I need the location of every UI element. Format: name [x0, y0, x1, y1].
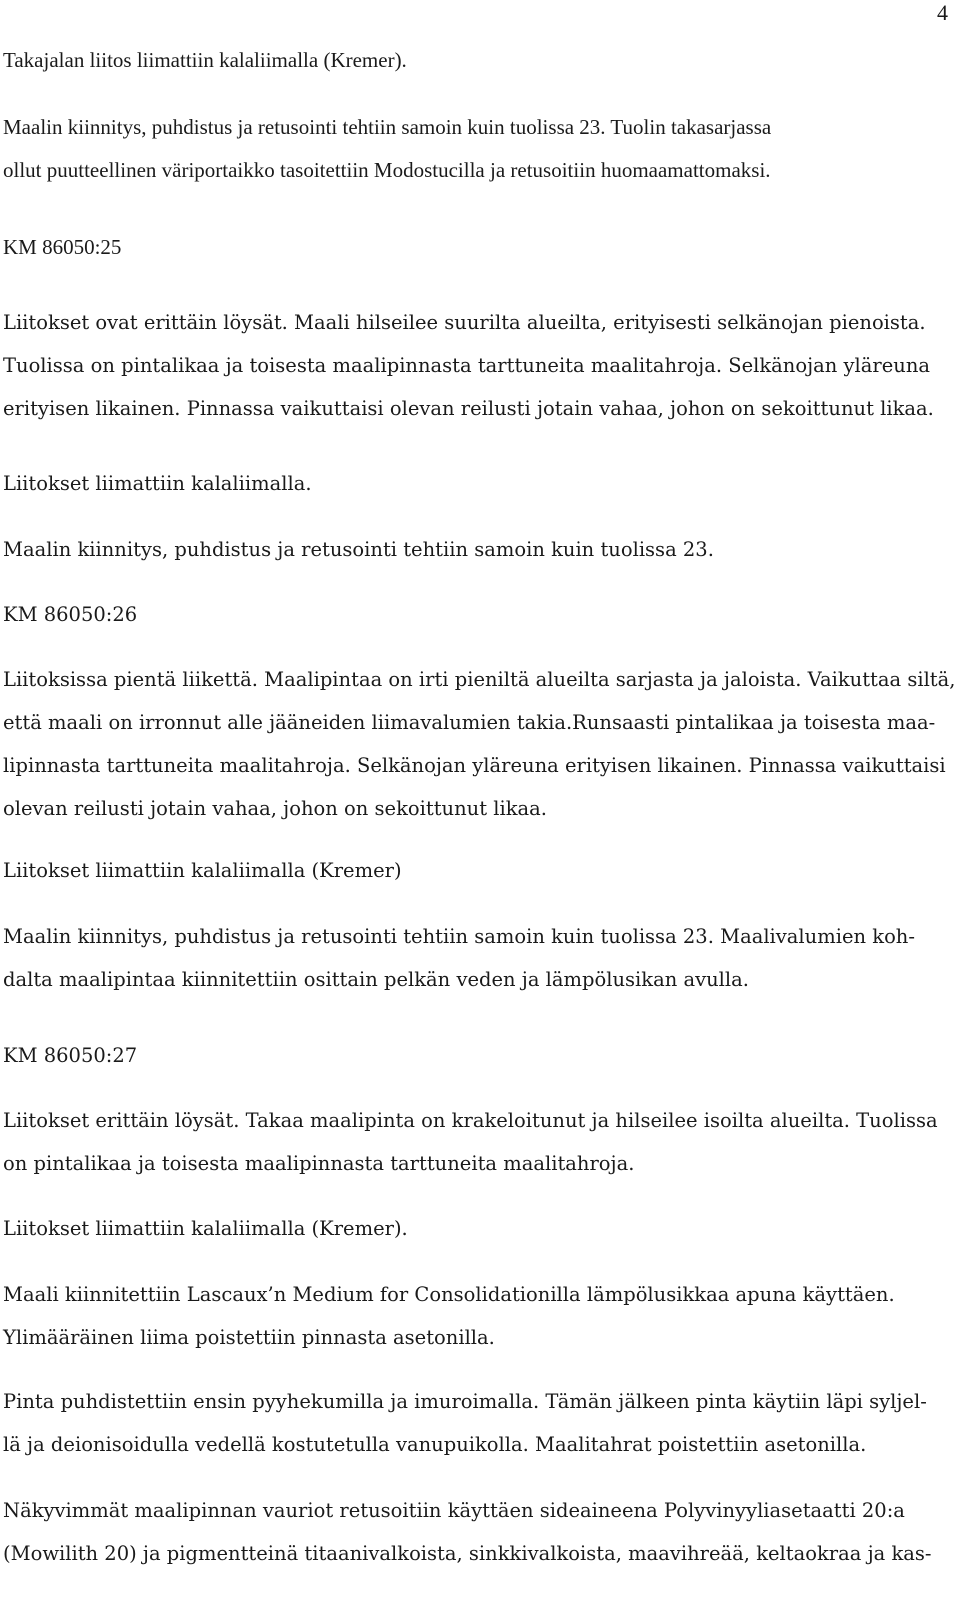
text-line: Pinta puhdistettiin ensin pyyhekumilla ja imuroimalla. Tämän jälkeen pinta käytiin läpi syljel- — [3, 1390, 927, 1413]
text-line: Liitokset liimattiin kalaliimalla (Kremer). — [3, 1217, 408, 1240]
text-line: Ylimääräinen liima poistettiin pinnasta asetonilla. — [3, 1326, 495, 1349]
text-line: Maalin kiinnitys, puhdistus ja retusointi tehtiin samoin kuin tuolissa 23. Maalivalumien koh- — [3, 925, 915, 948]
text-line: ollut puutteellinen väriportaikko tasoitettiin Modostucilla ja retusoitiin huomaamattomaksi. — [3, 158, 771, 182]
text-line: että maali on irronnut alle jääneiden liimavalumien takia.Runsaasti pintalikaa ja toisesta maa- — [3, 711, 936, 734]
text-line: Tuolissa on pintalikaa ja toisesta maalipinnasta tarttuneita maalitahroja. Selkänojan yläreuna — [3, 354, 931, 377]
text-line: Näkyvimmät maalipinnan vauriot retusoitiin käyttäen sideaineena Polyvinyyliasetaatti 20:a — [3, 1499, 905, 1522]
text-line: KM 86050:25 — [3, 235, 122, 259]
text-line: Maalin kiinnitys, puhdistus ja retusointi tehtiin samoin kuin tuolissa 23. — [3, 538, 714, 561]
text-line: KM 86050:26 — [3, 603, 138, 626]
text-line: Maali kiinnitettiin Lascaux’n Medium for Consolidationilla lämpölusikkaa apuna käyttäen. — [3, 1283, 895, 1306]
text-line: KM 86050:27 — [3, 1044, 138, 1067]
text-line: Liitokset erittäin löysät. Takaa maalipinta on krakeloitunut ja hilseilee isoilta alueilta. Tuolissa — [3, 1109, 938, 1132]
text-line: Liitokset liimattiin kalaliimalla (Kremer) — [3, 859, 402, 882]
page-number: 4 — [937, 0, 948, 25]
text-line: (Mowilith 20) ja pigmentteinä titaanivalkoista, sinkkivalkoista, maavihreää, keltaokraa ja kas- — [3, 1542, 932, 1565]
text-line: erityisen likainen. Pinnassa vaikuttaisi olevan reilusti jotain vahaa, johon on sekoittunut likaa. — [3, 397, 934, 420]
text-line: Liitokset liimattiin kalaliimalla. — [3, 472, 312, 495]
text-line: on pintalikaa ja toisesta maalipinnasta tarttuneita maalitahroja. — [3, 1152, 635, 1175]
text-line: lipinnasta tarttuneita maalitahroja. Selkänojan yläreuna erityisen likainen. Pinnassa vaikuttaisi — [3, 754, 946, 777]
text-line: lä ja deionisoidulla vedellä kostutetulla vanupuikolla. Maalitahrat poistettiin asetonilla. — [3, 1433, 867, 1456]
text-line: Liitoksissa pientä liikettä. Maalipintaa on irti pieniltä alueilta sarjasta ja jaloista. Vaikuttaa siltä, — [3, 668, 956, 691]
text-line: dalta maalipintaa kiinnitettiin osittain pelkän veden ja lämpölusikan avulla. — [3, 968, 749, 991]
text-line: Maalin kiinnitys, puhdistus ja retusointi tehtiin samoin kuin tuolissa 23. Tuolin takasarjassa — [3, 115, 772, 139]
text-line: Takajalan liitos liimattiin kalaliimalla (Kremer). — [3, 48, 407, 72]
text-line: olevan reilusti jotain vahaa, johon on sekoittunut likaa. — [3, 797, 547, 820]
text-line: Liitokset ovat erittäin löysät. Maali hilseilee suurilta alueilta, erityisesti selkänojan pienoista. — [3, 311, 926, 334]
